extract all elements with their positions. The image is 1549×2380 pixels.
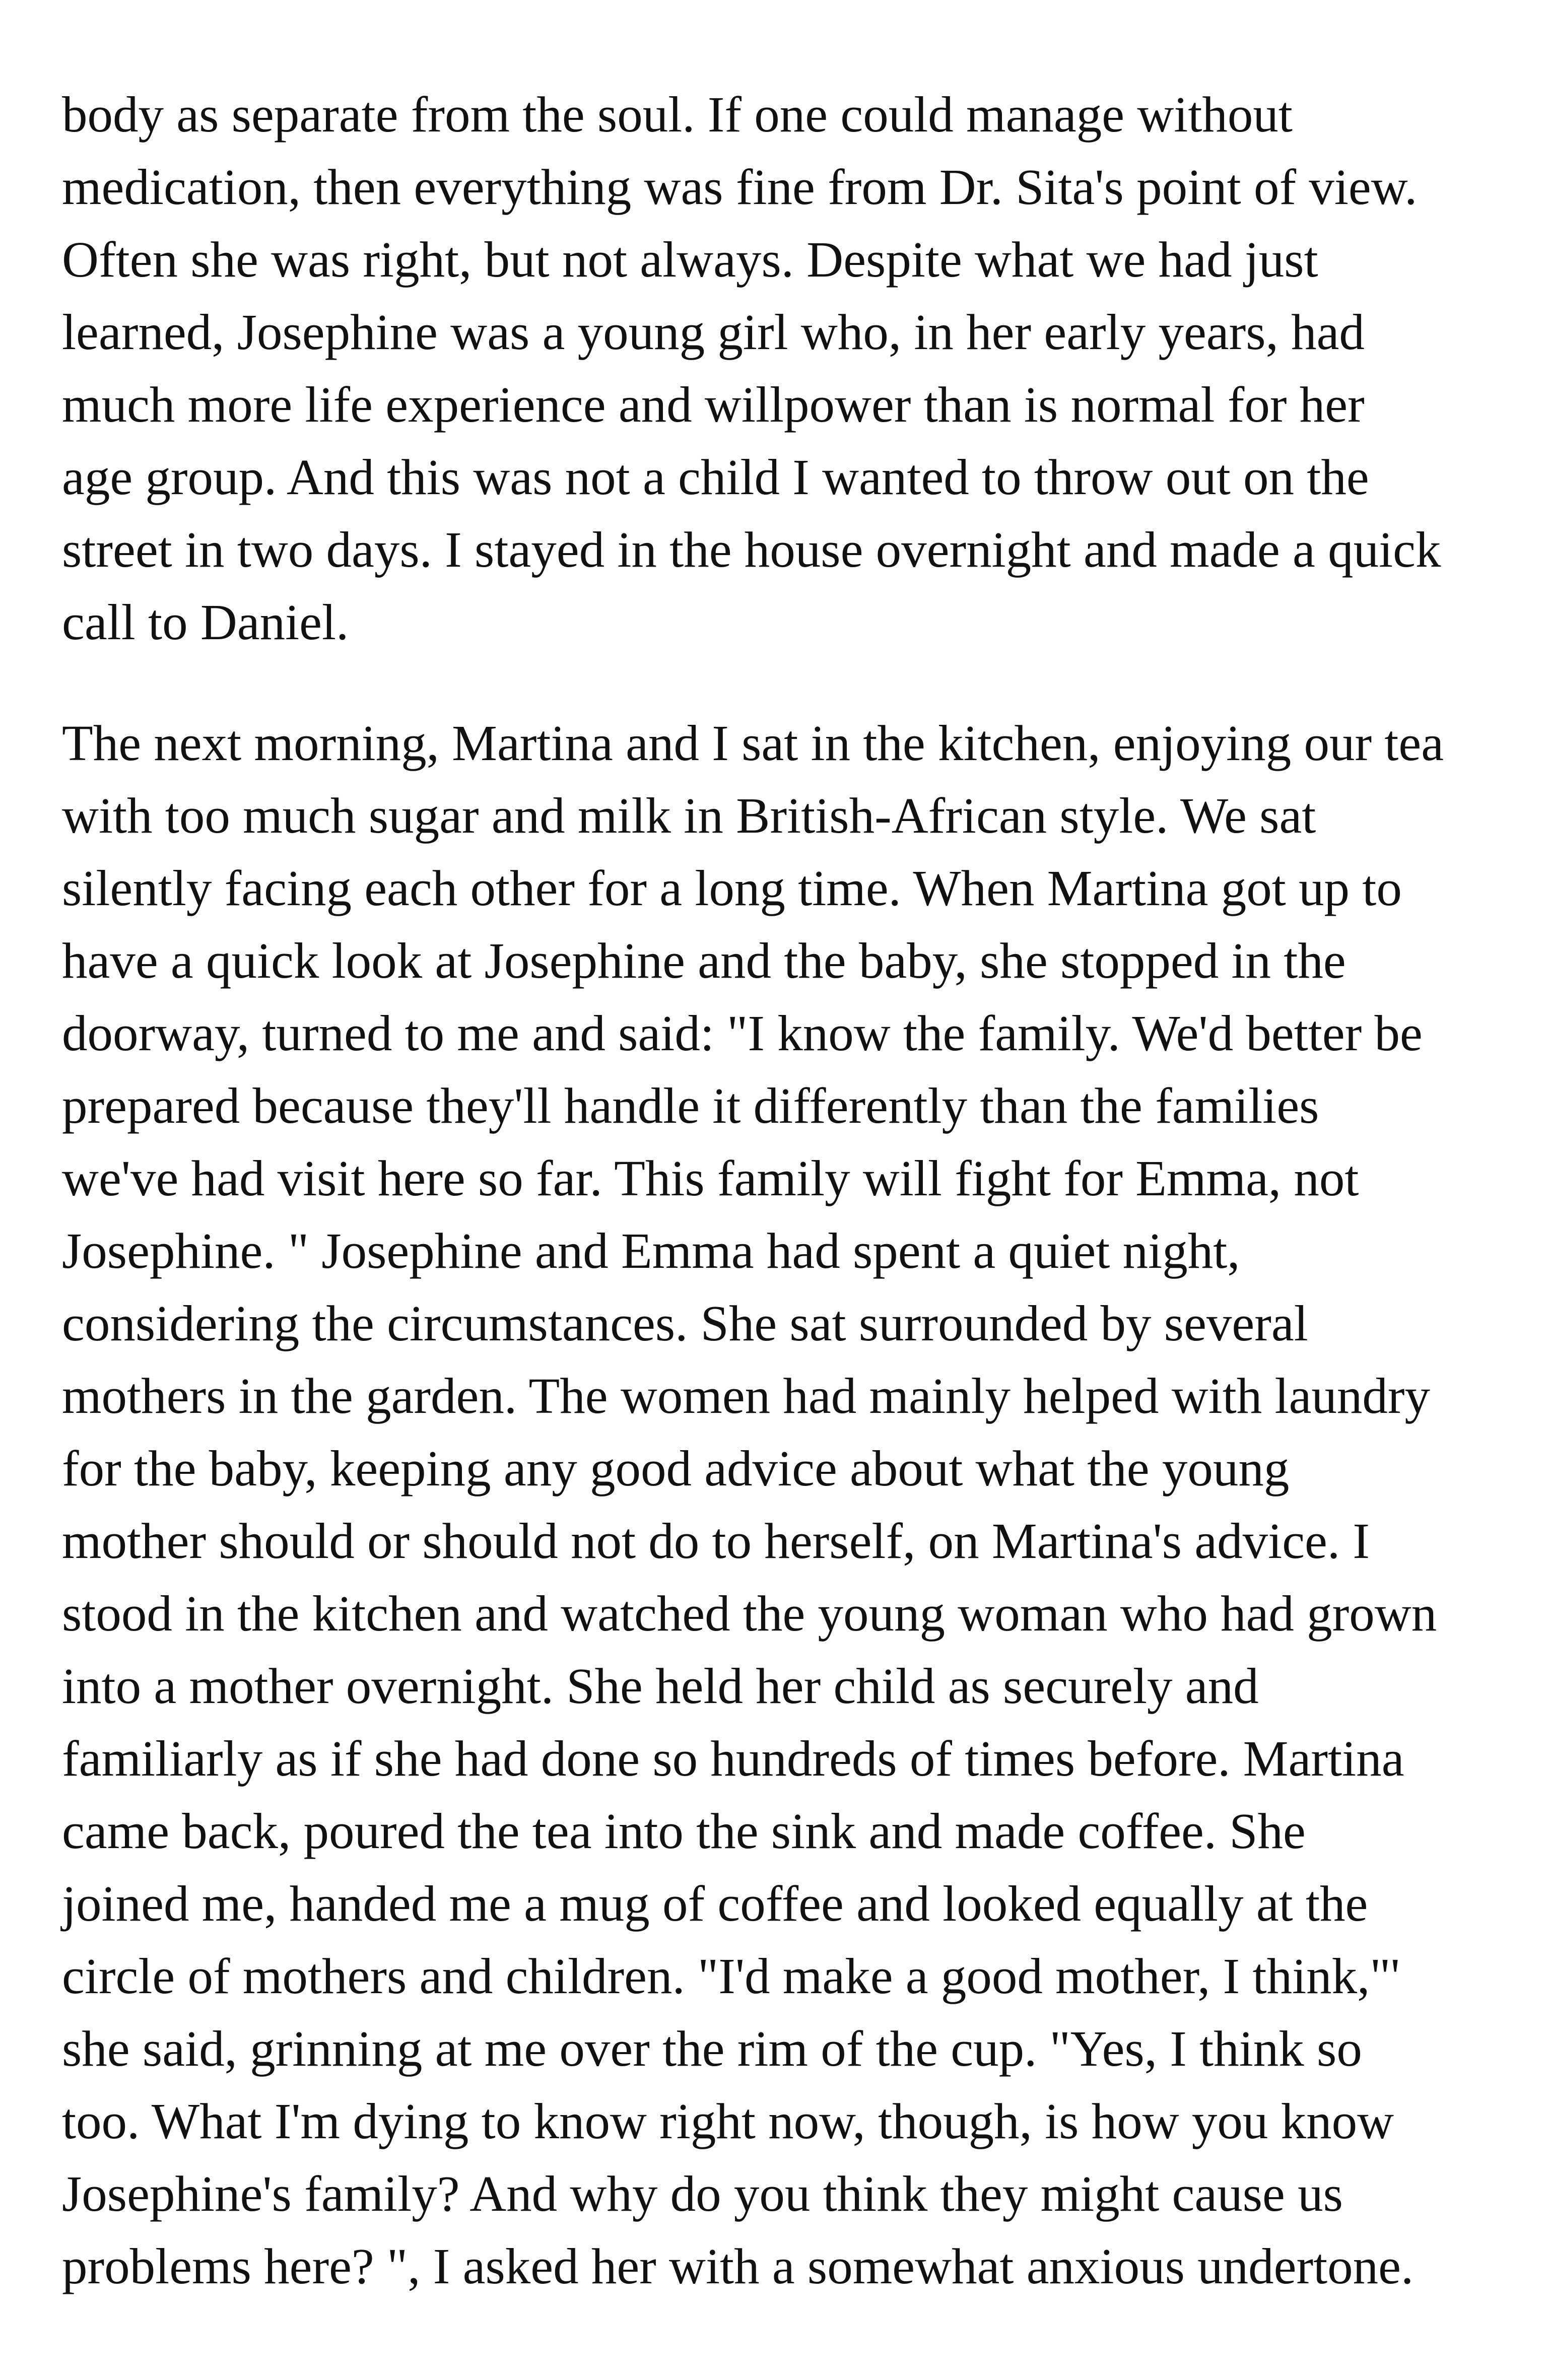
text-line: body as separate from the soul. If one could manage without: [62, 86, 1293, 143]
text-line: mother should or should not do to herself, on Martina's advice. I: [62, 1513, 1370, 1569]
text-line: Josephine's family? And why do you think they might cause us: [62, 2165, 1343, 2222]
text-line: joined me, handed me a mug of coffee and looked equally at the: [62, 1875, 1368, 1932]
text-line: call to Daniel.: [62, 594, 349, 650]
paragraph-2: [62, 707, 1513, 2302]
text-line: learned, Josephine was a young girl who, in her early years, had: [62, 304, 1365, 360]
paragraph-1: [62, 78, 1513, 658]
text-line: The next morning, Martina and I sat in the kitchen, enjoying our tea: [62, 715, 1444, 771]
text-line: we've had visit here so far. This family will fight for Emma, not: [62, 1150, 1359, 1206]
text-line: with too much sugar and milk in British-African style. We sat: [62, 787, 1316, 844]
text-line: Often she was right, but not always. Despite what we had just: [62, 231, 1318, 288]
text-line: too. What I'm dying to know right now, though, is how you know: [62, 2093, 1394, 2149]
text-line: silently facing each other for a long time. When Martina got up to: [62, 860, 1402, 916]
text-line: stood in the kitchen and watched the young woman who had grown: [62, 1585, 1437, 1642]
text-line: Josephine. " Josephine and Emma had spent a quiet night,: [62, 1222, 1240, 1279]
text-line: familiarly as if she had done so hundreds of times before. Martina: [62, 1730, 1404, 1787]
text-line: she said, grinning at me over the rim of the cup. "Yes, I think so: [62, 2020, 1362, 2077]
text-line: mothers in the garden. The women had mainly helped with laundry: [62, 1368, 1431, 1424]
text-line: doorway, turned to me and said: "I know the family. We'd better be: [62, 1005, 1423, 1061]
text-line: have a quick look at Josephine and the baby, she stopped in the: [62, 932, 1346, 989]
text-line: street in two days. I stayed in the house overnight and made a quick: [62, 521, 1441, 578]
text-line: considering the circumstances. She sat surrounded by several: [62, 1295, 1308, 1351]
text-line: came back, poured the tea into the sink and made coffee. She: [62, 1803, 1306, 1859]
text-line: age group. And this was not a child I wanted to throw out on the: [62, 449, 1369, 505]
text-line: medication, then everything was fine from Dr. Sita's point of view.: [62, 159, 1418, 215]
text-line: circle of mothers and children. "I'd make a good mother, I think,"': [62, 1948, 1400, 2004]
text-line: for the baby, keeping any good advice about what the young: [62, 1440, 1290, 1497]
text-line: prepared because they'll handle it differently than the families: [62, 1077, 1319, 1134]
text-line: much more life experience and willpower than is normal for her: [62, 376, 1365, 433]
text-line: problems here? ", I asked her with a somewhat anxious undertone.: [62, 2238, 1414, 2294]
text-line: into a mother overnight. She held her child as securely and: [62, 1658, 1259, 1714]
